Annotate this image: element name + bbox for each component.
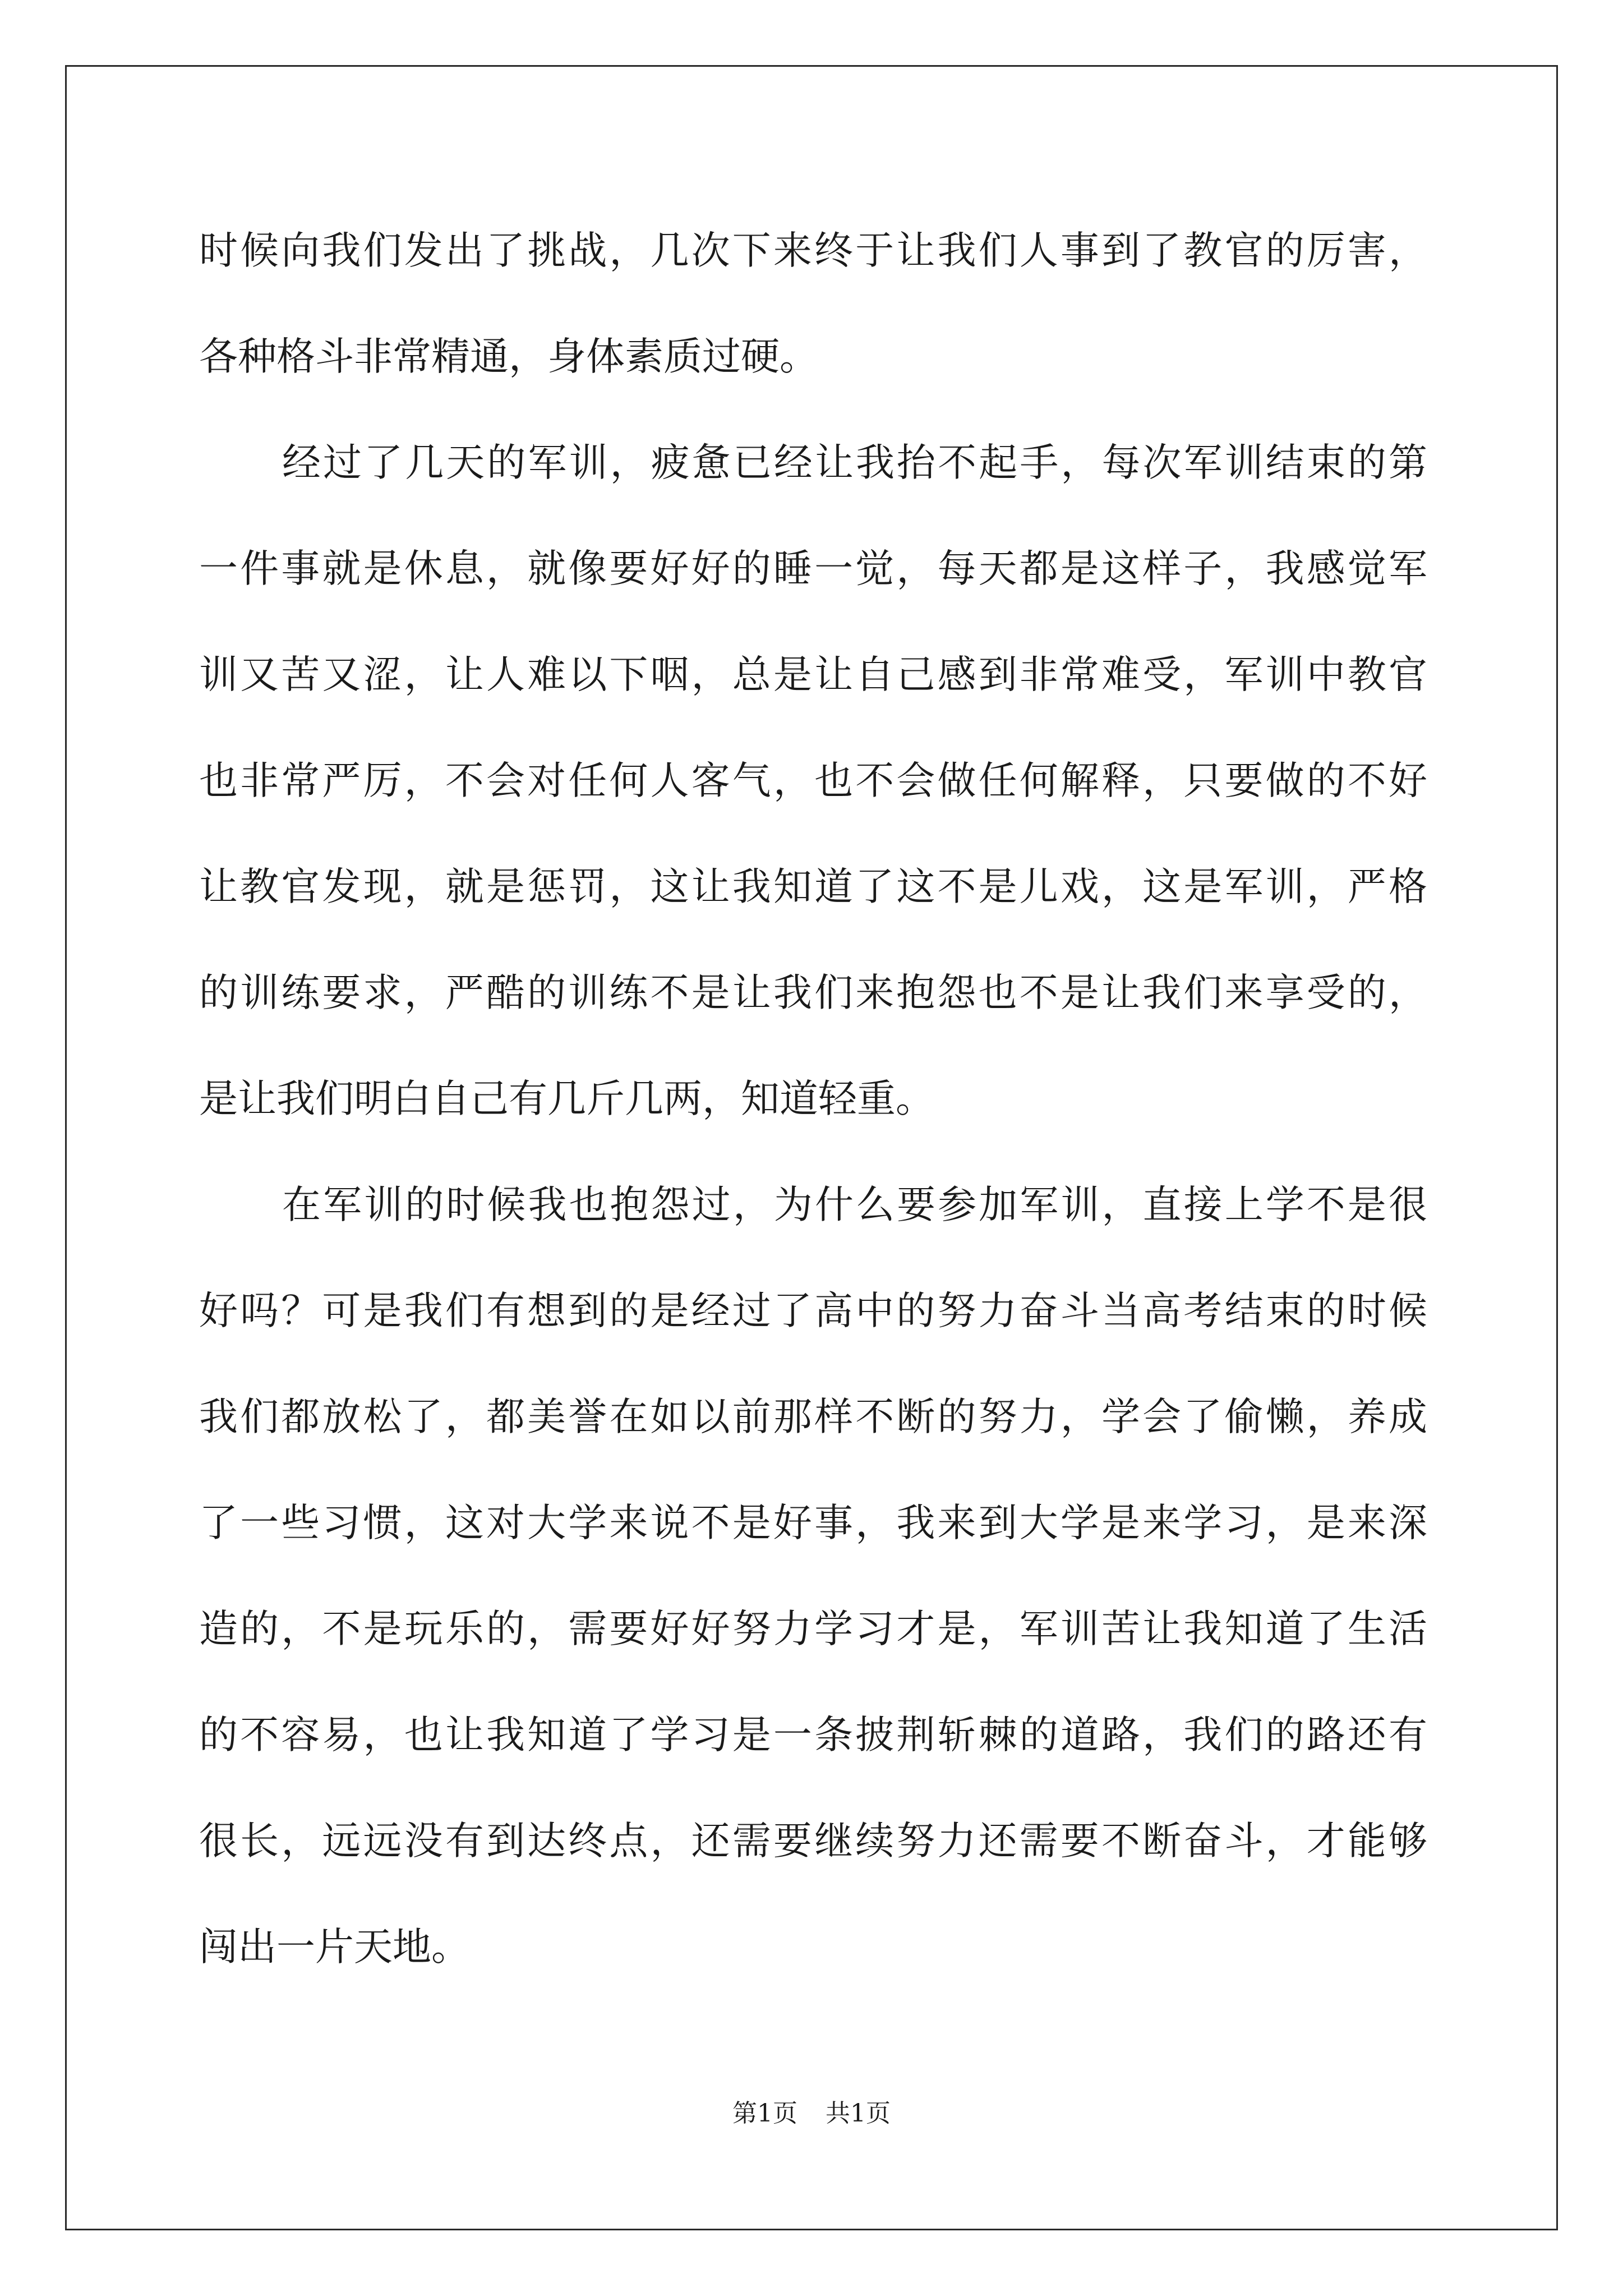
text-line: 造的，不是玩乐的，需要好好努力学习才是，军训苦让我知道了生活 xyxy=(199,1607,1427,1651)
text-line: 在军训的时候我也抱怨过，为什么要参加军训，直接上学不是很 xyxy=(282,1182,1427,1227)
document-body xyxy=(199,210,1427,2013)
text-line: 的不容易，也让我知道了学习是一条披荆斩棘的道路，我们的路还有 xyxy=(199,1713,1427,1757)
text-line: 的训练要求，严酷的训练不是让我们来抱怨也不是让我们来享受的， xyxy=(199,970,1427,1015)
text-line: 各种格斗非常精通，身体素质过硬。 xyxy=(199,334,818,379)
text-line: 好吗？可是我们有想到的是经过了高中的努力奋斗当高考结束的时候 xyxy=(199,1289,1427,1333)
text-line: 了一些习惯，这对大学来说不是好事，我来到大学是来学习，是来深 xyxy=(199,1501,1427,1545)
text-line: 时候向我们发出了挑战，几次下来终于让我们人事到了教官的厉害， xyxy=(199,228,1427,273)
text-line: 是让我们明白自己有几斤几两，知道轻重。 xyxy=(199,1076,934,1121)
text-line: 很长，远远没有到达终点，还需要继续努力还需要不断奋斗，才能够 xyxy=(199,1819,1427,1864)
text-line: 我们都放松了，都美誉在如以前那样不断的努力，学会了偷懒，养成 xyxy=(199,1395,1427,1439)
text-line: 闯出一片天地。 xyxy=(199,1925,470,1970)
text-line: 让教官发现，就是惩罚，这让我知道了这不是儿戏，这是军训，严格 xyxy=(199,864,1427,909)
page-footer xyxy=(0,2097,1623,2131)
text-line: 训又苦又涩，让人难以下咽，总是让自己感到非常难受，军训中教官 xyxy=(199,652,1427,697)
text-line: 也非常严厉，不会对任何人客气，也不会做任何解释，只要做的不好 xyxy=(199,758,1427,803)
text-line: 经过了几天的军训，疲惫已经让我抬不起手，每次军训结束的第 xyxy=(282,440,1427,485)
text-line: 一件事就是休息，就像要好好的睡一觉，每天都是这样子，我感觉军 xyxy=(199,546,1427,591)
page-number: 第1页 xyxy=(732,2099,797,2128)
page-total: 共1页 xyxy=(826,2099,891,2128)
